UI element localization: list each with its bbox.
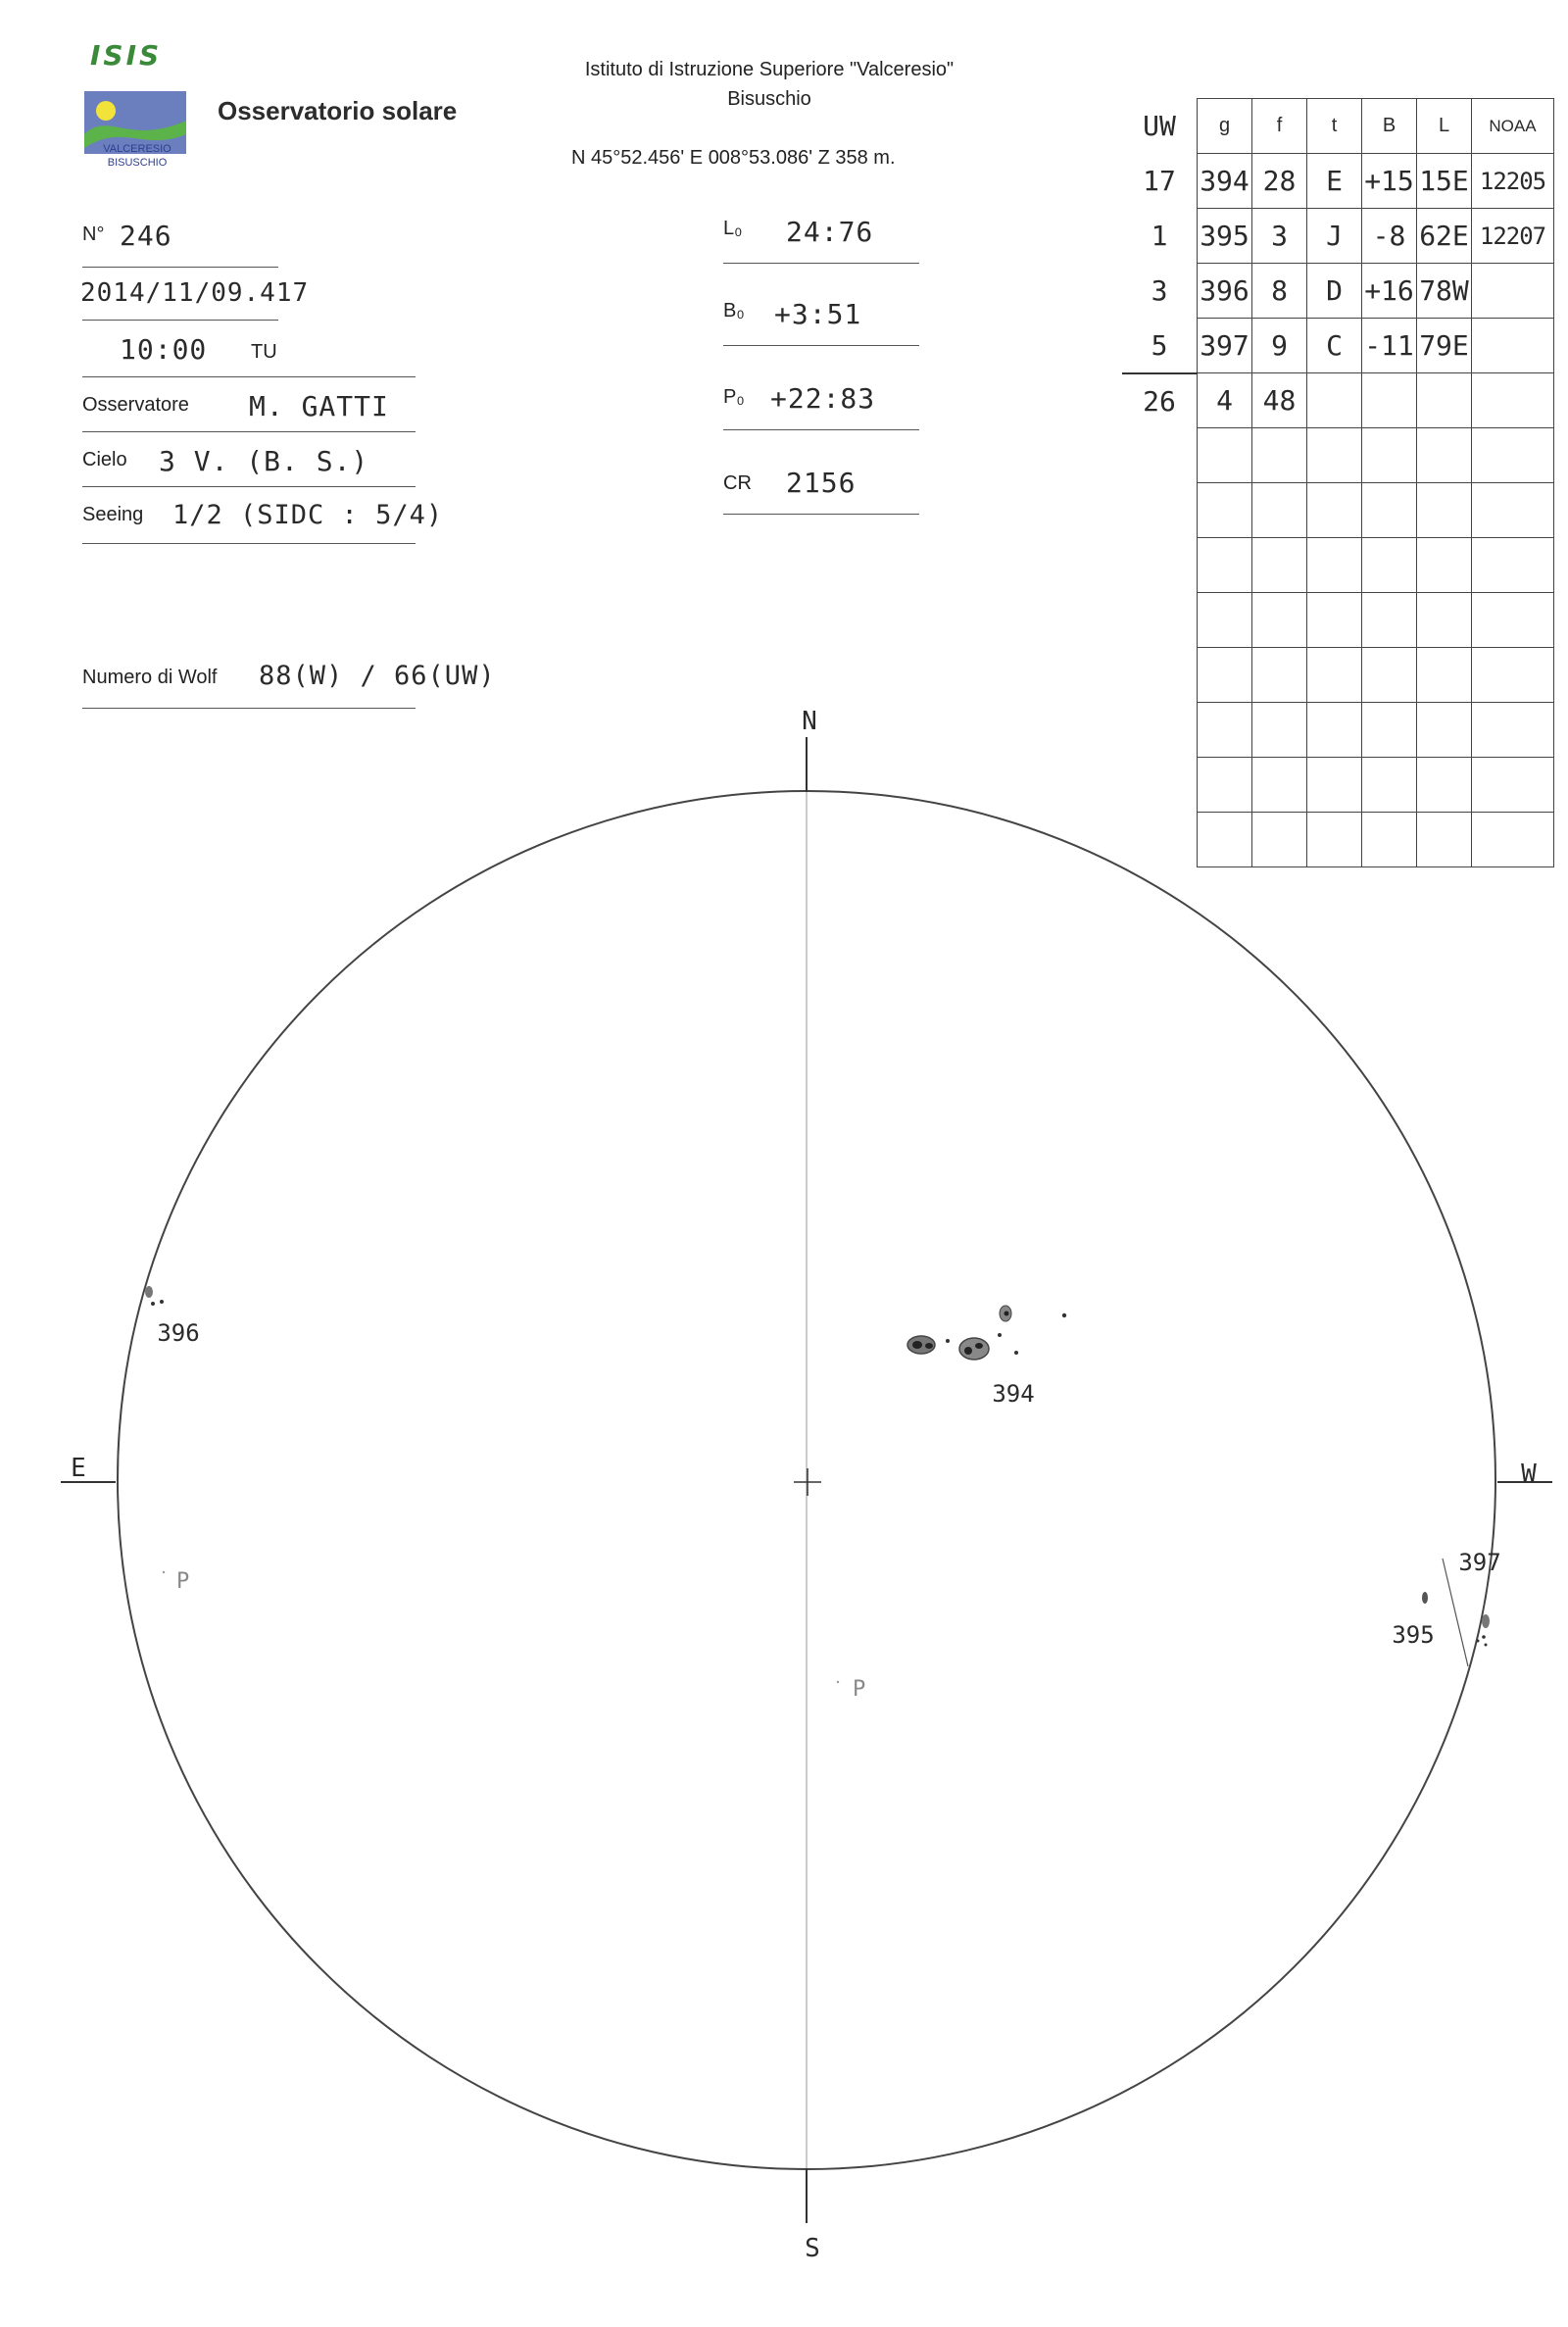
observatory-title: Osservatorio solare — [218, 96, 458, 125]
sunspot-group-395 — [1392, 1592, 1434, 1649]
logo-wordmark: ISIS — [90, 39, 163, 72]
total-uw: 26 — [1122, 373, 1198, 428]
cell-l: 15E — [1417, 154, 1472, 209]
cell-l: 79E — [1417, 319, 1472, 373]
cell-f: 8 — [1252, 264, 1307, 319]
sky-label: Cielo — [82, 449, 127, 470]
b0-value: +3:51 — [774, 298, 862, 330]
pole-mark-center: P — [853, 1677, 866, 1702]
cell-b: +16 — [1362, 264, 1417, 319]
cell-t: E — [1307, 154, 1362, 209]
header-uw: UW — [1143, 110, 1176, 142]
l0-value: 24:76 — [786, 216, 874, 248]
logo-town-2: BISUSCHIO — [107, 157, 168, 169]
cell-noaa: 12205 — [1472, 154, 1554, 209]
cell-g: 395 — [1198, 209, 1252, 264]
total-g: 4 — [1198, 373, 1252, 428]
l0-label: L₀ — [723, 218, 743, 239]
group-label-397: 397 — [1458, 1549, 1501, 1576]
sunspot-group-397 — [1443, 1549, 1501, 1666]
p0-value: +22:83 — [770, 382, 876, 415]
record-date: 2014/11/09.417 — [80, 278, 310, 308]
cell-f: 3 — [1252, 209, 1307, 264]
observer-name: M. GATTI — [249, 390, 389, 422]
cell-l: 62E — [1417, 209, 1472, 264]
header-noaa: NOAA — [1472, 99, 1554, 154]
record-time: 10:00 — [120, 333, 208, 366]
cell-uw: 5 — [1151, 328, 1168, 362]
cr-value: 2156 — [786, 467, 857, 499]
pole-mark-east: P — [176, 1569, 190, 1594]
cr-label: CR — [723, 472, 752, 494]
header-l: L — [1417, 99, 1472, 154]
sunspot-group-396 — [145, 1286, 200, 1347]
cell-l: 78W — [1417, 264, 1472, 319]
p0-label: P₀ — [723, 386, 745, 408]
cell-g: 396 — [1198, 264, 1252, 319]
seeing-label: Seeing — [82, 504, 144, 525]
cell-f: 9 — [1252, 319, 1307, 373]
label-south: S — [805, 2234, 820, 2263]
cell-f: 28 — [1252, 154, 1307, 209]
cell-g: 397 — [1198, 319, 1252, 373]
label-north: N — [802, 707, 817, 736]
cell-t: J — [1307, 209, 1362, 264]
sky-value: 3 V. (B. S.) — [159, 445, 369, 477]
observer-label: Osservatore — [82, 394, 189, 416]
record-number: 246 — [120, 220, 172, 252]
header-t: t — [1307, 99, 1362, 154]
seeing-value: 1/2 (SIDC : 5/4) — [172, 500, 444, 530]
label-east: E — [71, 1454, 86, 1483]
b0-label: B₀ — [723, 300, 745, 322]
wolf-label: Numero di Wolf — [82, 667, 218, 688]
cell-uw: 3 — [1151, 274, 1168, 307]
cell-b: -11 — [1362, 319, 1417, 373]
time-unit: TU — [251, 341, 277, 363]
label-west: W — [1521, 1460, 1537, 1489]
institute-name: Istituto di Istruzione Superiore "Valceresio" — [584, 59, 955, 80]
number-label: N° — [82, 223, 105, 245]
site-coordinates: N 45°52.456' E 008°53.086' Z 358 m. — [571, 147, 896, 169]
header-f: f — [1252, 99, 1307, 154]
total-f: 48 — [1252, 373, 1307, 428]
cell-t: D — [1307, 264, 1362, 319]
cell-uw: 1 — [1151, 220, 1168, 252]
sunspot-group-394 — [907, 1306, 1066, 1408]
cell-g: 394 — [1198, 154, 1252, 209]
group-label-395: 395 — [1392, 1621, 1435, 1649]
wolf-number: 88(W) / 66(UW) — [259, 661, 496, 691]
cell-b: +15 — [1362, 154, 1417, 209]
logo-town-1: VALCERESIO — [103, 143, 172, 155]
header-b: B — [1362, 99, 1417, 154]
cell-b: -8 — [1362, 209, 1417, 264]
header-g: g — [1198, 99, 1252, 154]
cell-uw: 17 — [1143, 165, 1176, 197]
group-label-396: 396 — [157, 1319, 200, 1347]
institute-town: Bisuschio — [727, 88, 811, 110]
cell-noaa: 12207 — [1472, 209, 1554, 264]
group-label-394: 394 — [992, 1380, 1035, 1408]
cell-t: C — [1307, 319, 1362, 373]
